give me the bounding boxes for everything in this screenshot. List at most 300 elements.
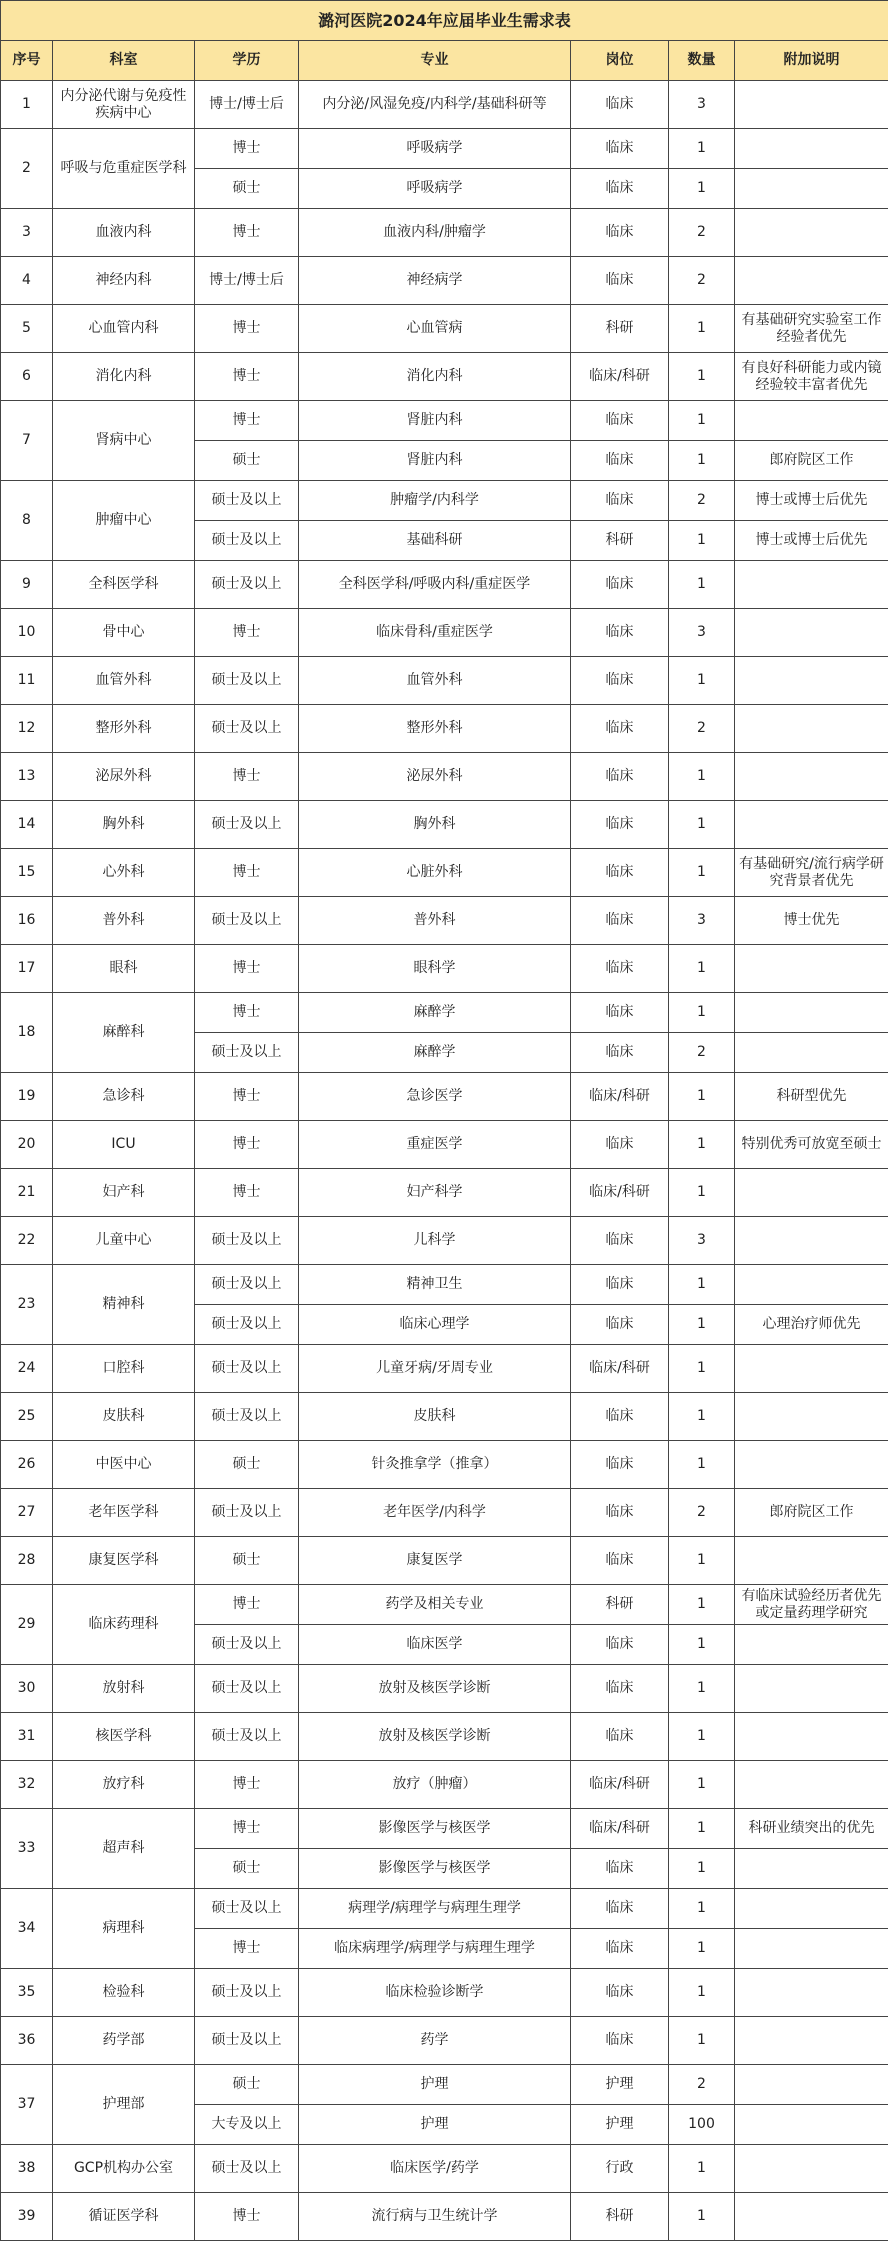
major-cell: 流行病与卫生统计学 <box>299 2193 571 2241</box>
row-number: 11 <box>1 657 53 705</box>
department-name: GCP机构办公室 <box>53 2145 195 2193</box>
major-cell: 神经病学 <box>299 257 571 305</box>
row-number: 13 <box>1 753 53 801</box>
note-cell: 郎府院区工作 <box>735 1489 888 1537</box>
post-cell: 临床 <box>571 1625 669 1665</box>
major-cell: 放疗（肿瘤） <box>299 1761 571 1809</box>
education-cell: 硕士及以上 <box>195 705 299 753</box>
major-cell: 影像医学与核医学 <box>299 1849 571 1889</box>
row-number: 14 <box>1 801 53 849</box>
education-cell: 博士 <box>195 993 299 1033</box>
table-title: 潞河医院2024年应届毕业生需求表 <box>1 1 888 41</box>
count-cell: 1 <box>669 1265 735 1305</box>
note-cell <box>735 1169 888 1217</box>
education-cell: 硕士及以上 <box>195 1265 299 1305</box>
post-cell: 临床/科研 <box>571 353 669 401</box>
note-cell <box>735 945 888 993</box>
department-name: 老年医学科 <box>53 1489 195 1537</box>
table-row <box>1 609 888 657</box>
count-cell: 1 <box>669 401 735 441</box>
major-cell: 呼吸病学 <box>299 169 571 209</box>
major-cell: 整形外科 <box>299 705 571 753</box>
education-cell: 博士 <box>195 353 299 401</box>
table-row <box>1 2017 888 2065</box>
row-number: 39 <box>1 2193 53 2241</box>
post-cell: 临床/科研 <box>571 1345 669 1393</box>
row-number: 27 <box>1 1489 53 1537</box>
note-cell <box>735 2017 888 2065</box>
count-cell: 2 <box>669 2065 735 2105</box>
education-cell: 硕士及以上 <box>195 1713 299 1761</box>
post-cell: 临床 <box>571 753 669 801</box>
note-cell <box>735 1713 888 1761</box>
department-name: 循证医学科 <box>53 2193 195 2241</box>
education-cell: 硕士及以上 <box>195 1305 299 1345</box>
count-cell: 1 <box>669 129 735 169</box>
education-cell: 博士 <box>195 1169 299 1217</box>
row-number: 4 <box>1 257 53 305</box>
count-cell: 1 <box>669 1809 735 1849</box>
count-cell: 3 <box>669 609 735 657</box>
major-cell: 病理学/病理学与病理生理学 <box>299 1889 571 1929</box>
count-cell: 2 <box>669 481 735 521</box>
table-row <box>1 81 888 129</box>
row-number: 3 <box>1 209 53 257</box>
department-name: 肿瘤中心 <box>53 481 195 561</box>
table-row <box>1 1441 888 1489</box>
department-name: 放疗科 <box>53 1761 195 1809</box>
count-cell: 1 <box>669 2017 735 2065</box>
education-cell: 硕士及以上 <box>195 801 299 849</box>
row-number: 17 <box>1 945 53 993</box>
post-cell: 临床 <box>571 401 669 441</box>
department-name: 心血管内科 <box>53 305 195 353</box>
note-cell <box>735 2105 888 2145</box>
table-row <box>1 1121 888 1169</box>
education-cell: 大专及以上 <box>195 2105 299 2145</box>
major-cell: 护理 <box>299 2105 571 2145</box>
count-cell: 2 <box>669 209 735 257</box>
post-cell: 临床 <box>571 705 669 753</box>
post-cell: 临床/科研 <box>571 1809 669 1849</box>
note-cell <box>735 1537 888 1585</box>
count-cell: 1 <box>669 1761 735 1809</box>
row-number: 15 <box>1 849 53 897</box>
row-number: 30 <box>1 1665 53 1713</box>
count-cell: 1 <box>669 849 735 897</box>
department-name: 肾病中心 <box>53 401 195 481</box>
note-cell <box>735 81 888 129</box>
note-cell <box>735 1217 888 1265</box>
header-no: 序号 <box>1 41 53 81</box>
department-name: 皮肤科 <box>53 1393 195 1441</box>
education-cell: 博士/博士后 <box>195 81 299 129</box>
post-cell: 临床 <box>571 209 669 257</box>
post-cell: 临床 <box>571 1393 669 1441</box>
department-name: 眼科 <box>53 945 195 993</box>
row-number: 20 <box>1 1121 53 1169</box>
department-name: 药学部 <box>53 2017 195 2065</box>
education-cell: 硕士及以上 <box>195 2145 299 2193</box>
post-cell: 科研 <box>571 521 669 561</box>
count-cell: 1 <box>669 1665 735 1713</box>
education-cell: 博士 <box>195 1121 299 1169</box>
count-cell: 3 <box>669 897 735 945</box>
major-cell: 普外科 <box>299 897 571 945</box>
post-cell: 临床 <box>571 657 669 705</box>
row-number: 12 <box>1 705 53 753</box>
row-number: 31 <box>1 1713 53 1761</box>
education-cell: 博士 <box>195 609 299 657</box>
post-cell: 临床 <box>571 609 669 657</box>
education-cell: 博士 <box>195 1761 299 1809</box>
department-name: 护理部 <box>53 2065 195 2145</box>
row-number: 25 <box>1 1393 53 1441</box>
count-cell: 1 <box>669 305 735 353</box>
department-name: 临床药理科 <box>53 1585 195 1665</box>
major-cell: 药学及相关专业 <box>299 1585 571 1625</box>
department-name: 消化内科 <box>53 353 195 401</box>
department-name: 儿童中心 <box>53 1217 195 1265</box>
post-cell: 临床 <box>571 1033 669 1073</box>
row-number: 33 <box>1 1809 53 1889</box>
post-cell: 临床/科研 <box>571 1073 669 1121</box>
post-cell: 临床 <box>571 1489 669 1537</box>
row-number: 7 <box>1 401 53 481</box>
count-cell: 1 <box>669 1929 735 1969</box>
row-number: 36 <box>1 2017 53 2065</box>
post-cell: 临床 <box>571 169 669 209</box>
count-cell: 1 <box>669 521 735 561</box>
department-name: 康复医学科 <box>53 1537 195 1585</box>
header-note: 附加说明 <box>735 41 888 81</box>
education-cell: 硕士及以上 <box>195 1665 299 1713</box>
count-cell: 1 <box>669 1625 735 1665</box>
count-cell: 1 <box>669 441 735 481</box>
note-cell <box>735 1625 888 1665</box>
table-row <box>1 1969 888 2017</box>
post-cell: 临床 <box>571 441 669 481</box>
major-cell: 药学 <box>299 2017 571 2065</box>
row-number: 16 <box>1 897 53 945</box>
note-cell <box>735 993 888 1033</box>
note-cell <box>735 2193 888 2241</box>
department-name: 精神科 <box>53 1265 195 1345</box>
table-row <box>1 801 888 849</box>
note-cell <box>735 257 888 305</box>
note-cell <box>735 1969 888 2017</box>
post-cell: 临床 <box>571 1665 669 1713</box>
education-cell: 硕士 <box>195 441 299 481</box>
major-cell: 心脏外科 <box>299 849 571 897</box>
table-row <box>1 993 888 1033</box>
major-cell: 临床医学 <box>299 1625 571 1665</box>
major-cell: 心血管病 <box>299 305 571 353</box>
department-name: 血管外科 <box>53 657 195 705</box>
education-cell: 硕士及以上 <box>195 521 299 561</box>
note-cell: 博士或博士后优先 <box>735 481 888 521</box>
education-cell: 硕士及以上 <box>195 1889 299 1929</box>
post-cell: 临床 <box>571 1441 669 1489</box>
major-cell: 老年医学/内科学 <box>299 1489 571 1537</box>
note-cell <box>735 1929 888 1969</box>
header-post: 岗位 <box>571 41 669 81</box>
table-row <box>1 1537 888 1585</box>
table-row <box>1 897 888 945</box>
row-number: 34 <box>1 1889 53 1969</box>
education-cell: 博士 <box>195 753 299 801</box>
table-row <box>1 1073 888 1121</box>
education-cell: 硕士 <box>195 169 299 209</box>
table-row <box>1 1393 888 1441</box>
note-cell <box>735 801 888 849</box>
table-row <box>1 561 888 609</box>
department-name: 全科医学科 <box>53 561 195 609</box>
education-cell: 博士 <box>195 305 299 353</box>
major-cell: 血管外科 <box>299 657 571 705</box>
department-name: 心外科 <box>53 849 195 897</box>
education-cell: 硕士及以上 <box>195 1033 299 1073</box>
count-cell: 1 <box>669 1889 735 1929</box>
department-name: 胸外科 <box>53 801 195 849</box>
major-cell: 康复医学 <box>299 1537 571 1585</box>
table-row <box>1 1585 888 1625</box>
post-cell: 临床 <box>571 993 669 1033</box>
post-cell: 护理 <box>571 2105 669 2145</box>
row-number: 21 <box>1 1169 53 1217</box>
table-row <box>1 209 888 257</box>
major-cell: 临床检验诊断学 <box>299 1969 571 2017</box>
education-cell: 硕士 <box>195 1441 299 1489</box>
count-cell: 1 <box>669 1969 735 2017</box>
note-cell <box>735 561 888 609</box>
post-cell: 科研 <box>571 1585 669 1625</box>
header-dept: 科室 <box>53 41 195 81</box>
note-cell <box>735 1889 888 1929</box>
table-row <box>1 481 888 521</box>
row-number: 19 <box>1 1073 53 1121</box>
major-cell: 基础科研 <box>299 521 571 561</box>
row-number: 37 <box>1 2065 53 2145</box>
department-name: 血液内科 <box>53 209 195 257</box>
department-name: 麻醉科 <box>53 993 195 1073</box>
major-cell: 临床骨科/重症医学 <box>299 609 571 657</box>
table-row <box>1 753 888 801</box>
count-cell: 1 <box>669 1121 735 1169</box>
count-cell: 2 <box>669 257 735 305</box>
row-number: 38 <box>1 2145 53 2193</box>
education-cell: 硕士及以上 <box>195 1489 299 1537</box>
education-cell: 硕士及以上 <box>195 1217 299 1265</box>
count-cell: 1 <box>669 1585 735 1625</box>
education-cell: 硕士 <box>195 1537 299 1585</box>
post-cell: 临床 <box>571 1121 669 1169</box>
table-row <box>1 1217 888 1265</box>
count-cell: 1 <box>669 801 735 849</box>
row-number: 35 <box>1 1969 53 2017</box>
row-number: 9 <box>1 561 53 609</box>
education-cell: 硕士 <box>195 1849 299 1889</box>
post-cell: 行政 <box>571 2145 669 2193</box>
education-cell: 硕士及以上 <box>195 2017 299 2065</box>
department-name: 普外科 <box>53 897 195 945</box>
row-number: 5 <box>1 305 53 353</box>
education-cell: 博士 <box>195 1929 299 1969</box>
education-cell: 硕士及以上 <box>195 481 299 521</box>
post-cell: 临床 <box>571 897 669 945</box>
table-row <box>1 1265 888 1305</box>
table-row <box>1 401 888 441</box>
table-row <box>1 1345 888 1393</box>
table-row <box>1 2065 888 2105</box>
count-cell: 1 <box>669 1441 735 1489</box>
department-name: 泌尿外科 <box>53 753 195 801</box>
department-name: 呼吸与危重症医学科 <box>53 129 195 209</box>
count-cell: 2 <box>669 1033 735 1073</box>
department-name: 妇产科 <box>53 1169 195 1217</box>
row-number: 26 <box>1 1441 53 1489</box>
education-cell: 硕士及以上 <box>195 1625 299 1665</box>
header-education: 学历 <box>195 41 299 81</box>
table-row <box>1 657 888 705</box>
major-cell: 内分泌/风湿免疫/内科学/基础科研等 <box>299 81 571 129</box>
post-cell: 临床 <box>571 1713 669 1761</box>
education-cell: 博士 <box>195 849 299 897</box>
post-cell: 临床 <box>571 945 669 993</box>
post-cell: 临床 <box>571 1889 669 1929</box>
post-cell: 临床 <box>571 481 669 521</box>
note-cell <box>735 1665 888 1713</box>
major-cell: 临床病理学/病理学与病理生理学 <box>299 1929 571 1969</box>
major-cell: 儿科学 <box>299 1217 571 1265</box>
department-name: 超声科 <box>53 1809 195 1889</box>
table-row <box>1 2145 888 2193</box>
count-cell: 1 <box>669 945 735 993</box>
major-cell: 临床心理学 <box>299 1305 571 1345</box>
department-name: 中医中心 <box>53 1441 195 1489</box>
major-cell: 泌尿外科 <box>299 753 571 801</box>
education-cell: 博士 <box>195 1809 299 1849</box>
table-row <box>1 129 888 169</box>
count-cell: 1 <box>669 353 735 401</box>
post-cell: 临床 <box>571 561 669 609</box>
education-cell: 硕士及以上 <box>195 1969 299 2017</box>
count-cell: 1 <box>669 2145 735 2193</box>
note-cell <box>735 753 888 801</box>
table-row <box>1 1713 888 1761</box>
count-cell: 1 <box>669 753 735 801</box>
post-cell: 临床 <box>571 1969 669 2017</box>
major-cell: 肾脏内科 <box>299 401 571 441</box>
row-number: 2 <box>1 129 53 209</box>
education-cell: 博士 <box>195 945 299 993</box>
table-row <box>1 1489 888 1537</box>
table-row <box>1 1665 888 1713</box>
row-number: 1 <box>1 81 53 129</box>
department-name: ICU <box>53 1121 195 1169</box>
post-cell: 临床 <box>571 257 669 305</box>
note-cell <box>735 705 888 753</box>
education-cell: 硕士 <box>195 2065 299 2105</box>
note-cell <box>735 1761 888 1809</box>
major-cell: 麻醉学 <box>299 1033 571 1073</box>
note-cell <box>735 1033 888 1073</box>
note-cell <box>735 1265 888 1305</box>
count-cell: 1 <box>669 1169 735 1217</box>
post-cell: 临床 <box>571 2017 669 2065</box>
education-cell: 博士 <box>195 401 299 441</box>
department-name: 核医学科 <box>53 1713 195 1761</box>
education-cell: 硕士及以上 <box>195 657 299 705</box>
department-name: 急诊科 <box>53 1073 195 1121</box>
department-name: 神经内科 <box>53 257 195 305</box>
table-row <box>1 2193 888 2241</box>
department-name: 整形外科 <box>53 705 195 753</box>
note-cell: 有临床试验经历者优先或定量药理学研究 <box>735 1585 888 1625</box>
note-cell: 有良好科研能力或内镜经验较丰富者优先 <box>735 353 888 401</box>
note-cell: 特别优秀可放宽至硕士 <box>735 1121 888 1169</box>
major-cell: 肾脏内科 <box>299 441 571 481</box>
major-cell: 血液内科/肿瘤学 <box>299 209 571 257</box>
department-name: 放射科 <box>53 1665 195 1713</box>
post-cell: 临床 <box>571 81 669 129</box>
note-cell <box>735 2145 888 2193</box>
post-cell: 临床 <box>571 1537 669 1585</box>
major-cell: 儿童牙病/牙周专业 <box>299 1345 571 1393</box>
row-number: 28 <box>1 1537 53 1585</box>
table-row <box>1 1169 888 1217</box>
major-cell: 胸外科 <box>299 801 571 849</box>
count-cell: 3 <box>669 81 735 129</box>
major-cell: 眼科学 <box>299 945 571 993</box>
education-cell: 博士 <box>195 1073 299 1121</box>
count-cell: 1 <box>669 1393 735 1441</box>
table-row <box>1 305 888 353</box>
count-cell: 1 <box>669 1073 735 1121</box>
post-cell: 临床 <box>571 801 669 849</box>
department-name: 口腔科 <box>53 1345 195 1393</box>
department-name: 骨中心 <box>53 609 195 657</box>
row-number: 23 <box>1 1265 53 1345</box>
table-row <box>1 705 888 753</box>
count-cell: 2 <box>669 1489 735 1537</box>
post-cell: 护理 <box>571 2065 669 2105</box>
post-cell: 临床 <box>571 849 669 897</box>
count-cell: 1 <box>669 1345 735 1393</box>
note-cell <box>735 1441 888 1489</box>
table-row <box>1 849 888 897</box>
note-cell <box>735 1345 888 1393</box>
table-row <box>1 1809 888 1849</box>
post-cell: 科研 <box>571 2193 669 2241</box>
education-cell: 硕士及以上 <box>195 561 299 609</box>
education-cell: 博士/博士后 <box>195 257 299 305</box>
major-cell: 护理 <box>299 2065 571 2105</box>
count-cell: 1 <box>669 1849 735 1889</box>
post-cell: 临床 <box>571 129 669 169</box>
count-cell: 1 <box>669 2193 735 2241</box>
count-cell: 100 <box>669 2105 735 2145</box>
count-cell: 1 <box>669 561 735 609</box>
count-cell: 1 <box>669 657 735 705</box>
note-cell: 科研型优先 <box>735 1073 888 1121</box>
major-cell: 皮肤科 <box>299 1393 571 1441</box>
post-cell: 临床 <box>571 1217 669 1265</box>
table-row <box>1 257 888 305</box>
post-cell: 临床 <box>571 1929 669 1969</box>
count-cell: 2 <box>669 705 735 753</box>
major-cell: 急诊医学 <box>299 1073 571 1121</box>
